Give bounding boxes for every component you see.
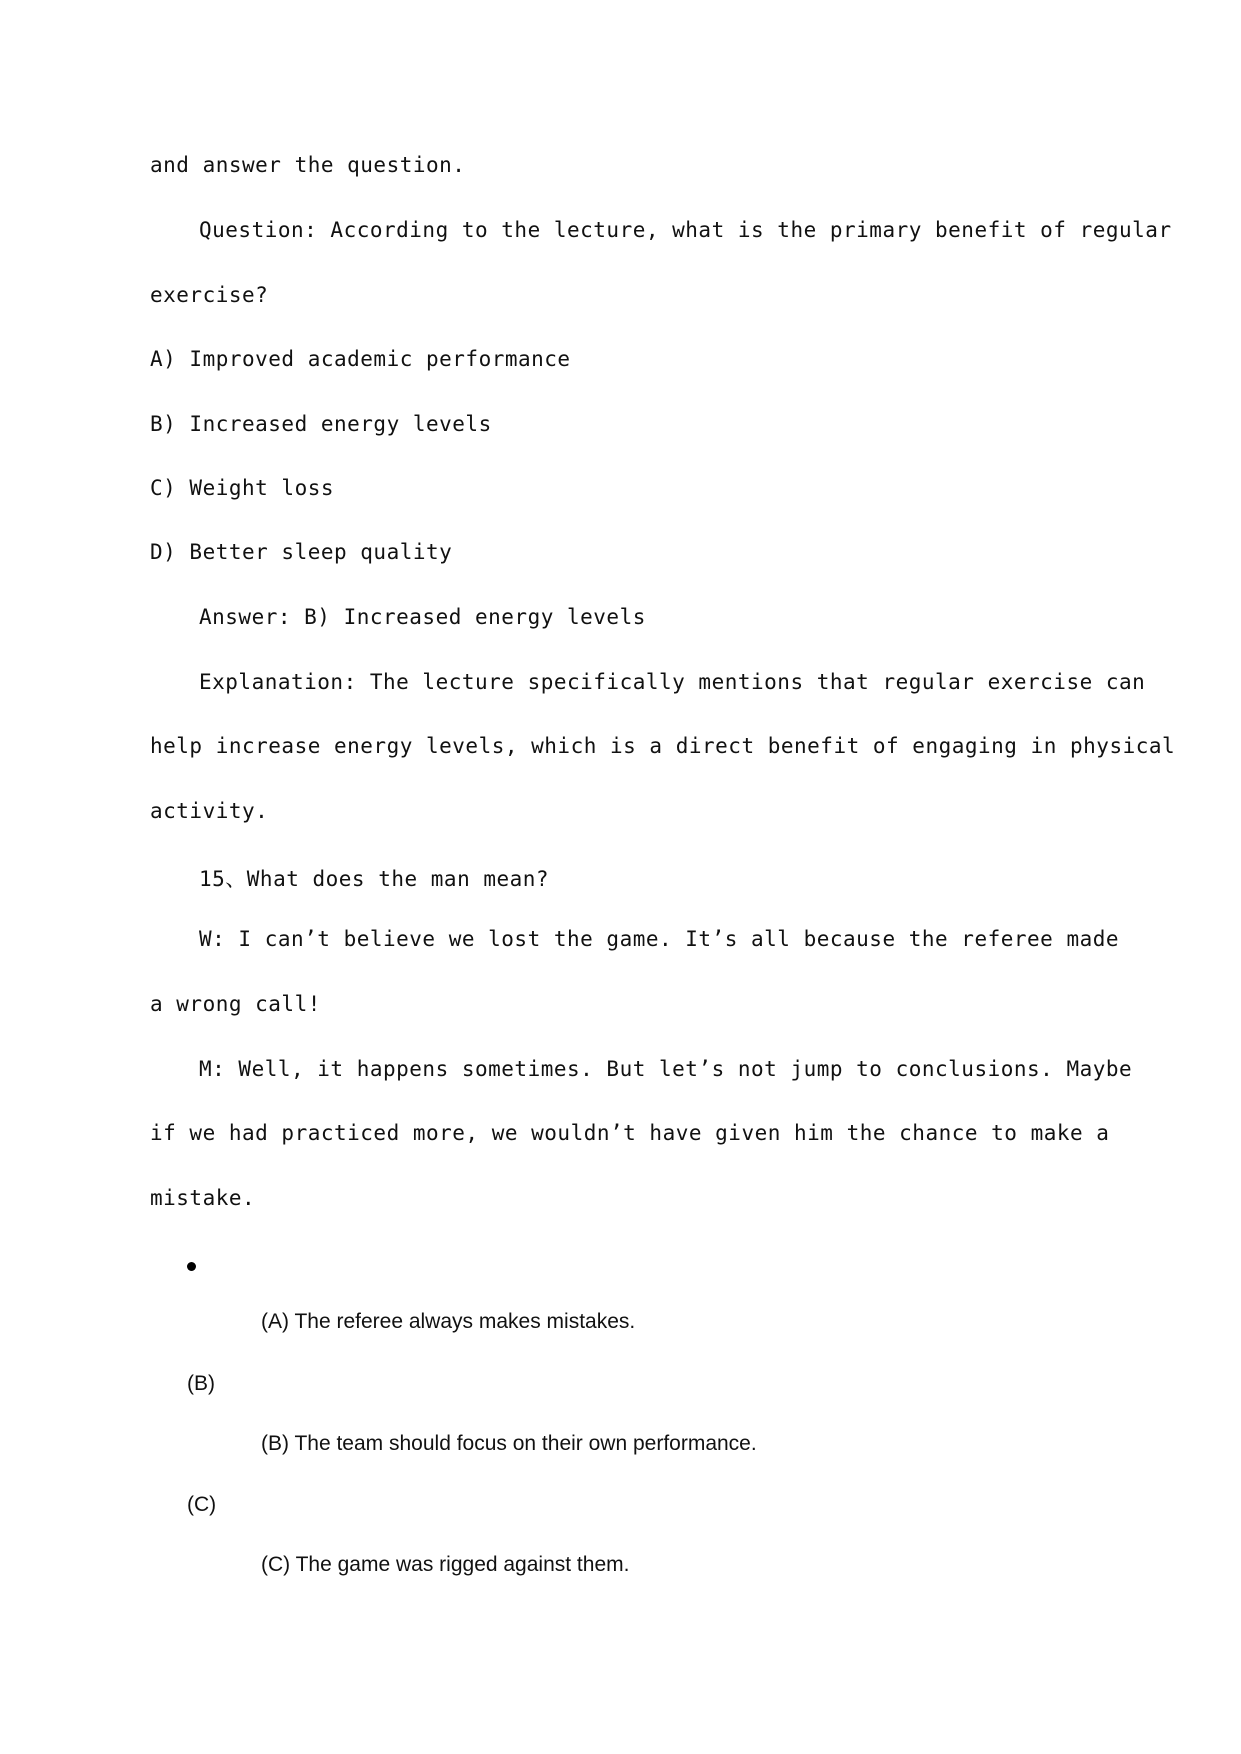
answer-option-b: (B) The team should focus on their own performance.	[261, 1432, 757, 1455]
question-line-1: Question: According to the lecture, what is the primary benefit of regular	[199, 218, 1172, 242]
option-b: B) Increased energy levels	[150, 412, 492, 436]
dialogue-w-line-2: a wrong call!	[150, 992, 321, 1016]
dialogue-m-line-1: M: Well, it happens sometimes. But let’s not jump to conclusions. Maybe	[199, 1057, 1133, 1081]
option-label-c: (C)	[187, 1493, 217, 1516]
answer-option-a: (A) The referee always makes mistakes.	[261, 1310, 636, 1333]
explanation-line-2: help increase energy levels, which is a direct benefit of engaging in physical	[150, 734, 1176, 758]
dialogue-m-line-2: if we had practiced more, we wouldn’t have given him the chance to make a	[150, 1121, 1110, 1145]
question-15-title: 15、What does the man mean?	[199, 867, 550, 891]
bullet-icon	[187, 1262, 196, 1271]
explanation-line-3: activity.	[150, 799, 269, 823]
text-line-1: and answer the question.	[150, 153, 466, 177]
answer-line: Answer: B) Increased energy levels	[199, 605, 646, 629]
dialogue-w-line-1: W: I can’t believe we lost the game. It’s all because the referee made	[199, 927, 1120, 951]
question-line-2: exercise?	[150, 283, 269, 307]
explanation-line-1: Explanation: The lecture specifically mentions that regular exercise can	[199, 670, 1146, 694]
dialogue-m-line-3: mistake.	[150, 1186, 256, 1210]
option-label-b: (B)	[187, 1372, 215, 1395]
option-d: D) Better sleep quality	[150, 540, 453, 564]
answer-option-c: (C) The game was rigged against them.	[261, 1553, 630, 1576]
option-c: C) Weight loss	[150, 476, 335, 500]
option-a: A) Improved academic performance	[150, 347, 571, 371]
